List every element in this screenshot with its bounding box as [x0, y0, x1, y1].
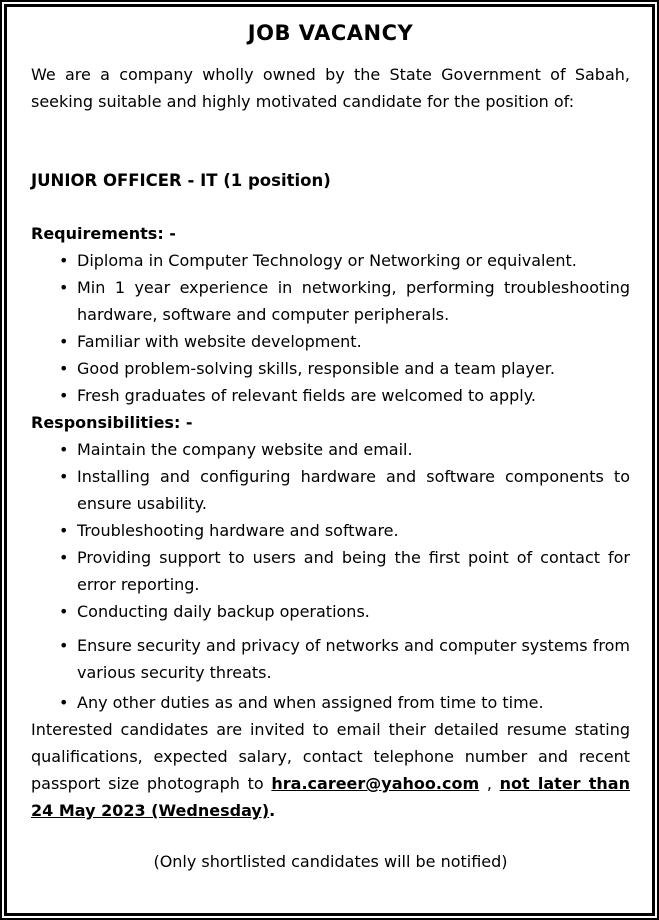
closing-separator: ,	[479, 774, 500, 793]
requirement-item	[31, 328, 630, 355]
closing-lead-text: Interested candidates are invited to email their detailed resume stating qualifications, expected salary, contact telephone number and recent passport size photograph to	[31, 720, 630, 793]
email-link[interactable]: hra.career@yahoo.com	[271, 774, 480, 793]
responsibility-item	[31, 598, 630, 625]
position-title: JUNIOR OFFICER - IT (1 position)	[31, 171, 331, 190]
responsibility-item	[31, 436, 630, 463]
bullet-icon: •	[59, 467, 69, 486]
responsibility-text: Ensure security and privacy of networks and computer systems from various security threats.	[77, 636, 630, 682]
document-page	[4, 4, 655, 916]
responsibility-text: Providing support to users and being the first point of contact for error reporting.	[77, 548, 630, 594]
requirement-item	[31, 274, 630, 328]
responsibility-item	[31, 463, 630, 517]
bullet-icon: •	[59, 278, 69, 297]
responsibility-item	[31, 517, 630, 544]
responsibilities-heading: Responsibilities: -	[31, 413, 193, 432]
requirement-item	[31, 247, 630, 274]
requirement-text: Min 1 year experience in networking, performing troubleshooting hardware, software and computer peripherals.	[77, 278, 630, 324]
responsibility-item	[31, 689, 630, 716]
footnote: (Only shortlisted candidates will be notified)	[153, 852, 508, 871]
bullet-icon: •	[59, 386, 69, 405]
requirement-item	[31, 355, 630, 382]
responsibility-text: Installing and configuring hardware and software components to ensure usability.	[77, 467, 630, 513]
requirement-text: Diploma in Computer Technology or Networking or equivalent.	[77, 251, 577, 270]
responsibility-text: Conducting daily backup operations.	[77, 602, 370, 621]
deadline-text: not later than 24 May 2023 (Wednesday)	[31, 774, 630, 820]
intro-paragraph: We are a company wholly owned by the State Government of Sabah, seeking suitable and highly motivated candidate for the position of:	[31, 65, 630, 111]
responsibility-item	[31, 544, 630, 598]
requirements-list	[31, 247, 630, 409]
bullet-icon: •	[59, 251, 69, 270]
responsibility-item	[31, 632, 630, 686]
bullet-icon: •	[59, 602, 69, 621]
bullet-icon: •	[59, 521, 69, 540]
requirements-heading: Requirements: -	[31, 224, 176, 243]
responsibility-text: Any other duties as and when assigned from time to time.	[77, 693, 544, 712]
requirement-item	[31, 382, 630, 409]
bullet-icon: •	[59, 548, 69, 567]
closing-paragraph	[31, 716, 630, 824]
bullet-icon: •	[59, 359, 69, 378]
responsibility-text: Maintain the company website and email.	[77, 440, 413, 459]
requirement-text: Good problem-solving skills, responsible and a team player.	[77, 359, 555, 378]
bullet-icon: •	[59, 440, 69, 459]
bullet-icon: •	[59, 693, 69, 712]
closing-period: .	[269, 801, 276, 820]
responsibility-text: Troubleshooting hardware and software.	[77, 521, 399, 540]
requirement-text: Fresh graduates of relevant fields are welcomed to apply.	[77, 386, 537, 405]
requirement-text: Familiar with website development.	[77, 332, 362, 351]
page-title: JOB VACANCY	[247, 21, 414, 45]
bullet-icon: •	[59, 332, 69, 351]
bullet-icon: •	[59, 636, 69, 655]
responsibilities-list	[31, 436, 630, 716]
